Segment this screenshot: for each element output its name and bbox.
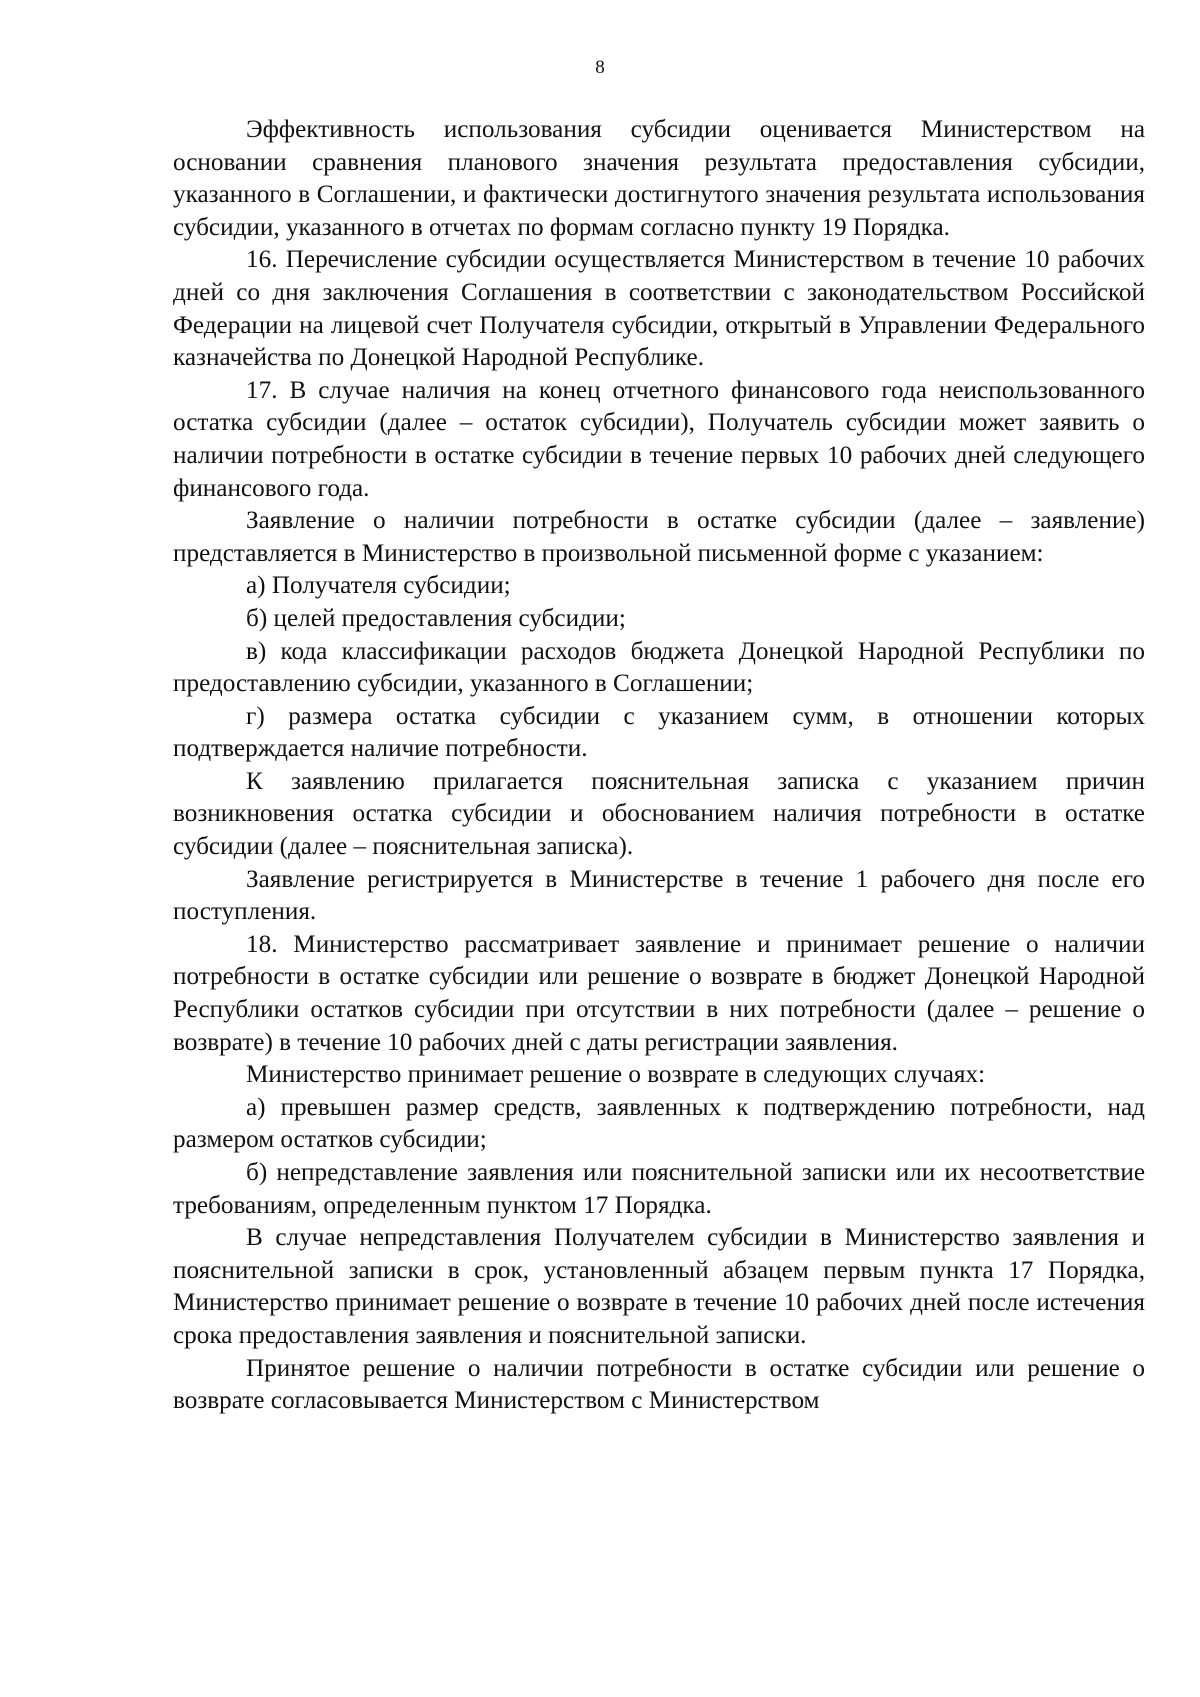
- return-case-a: а) превышен размер средств, заявленных к подтверждению потребности, над размером остатков субсидии;: [173, 1093, 1145, 1154]
- paragraph-application: Заявление о наличии потребности в остатке субсидии (далее – заявление) представляется в Министерство в произвольной письменной форме с указанием:: [173, 507, 1145, 567]
- list-item-b: б) целей предоставления субсидии;: [246, 604, 626, 632]
- paragraph-decision-approval: Принятое решение о наличии потребности в остатке субсидии или решение о возврате согласовывается Министерством с Министерством: [173, 1354, 1145, 1415]
- return-case-b: б) непредставление заявления или пояснительной записки или их несоответствие требованиям, определенным пунктом 17 Порядка.: [173, 1159, 1145, 1219]
- document-body: [173, 114, 1145, 1418]
- page-number: 8: [595, 57, 605, 78]
- list-item-g: г) размера остатка субсидии с указанием сумм, в отношении которых подтверждается наличие потребности.: [173, 702, 1145, 763]
- paragraph-registration: Заявление регистрируется в Министерстве в течение 1 рабочего дня после его поступления.: [173, 865, 1145, 926]
- list-item-a: а) Получателя субсидии;: [246, 572, 511, 600]
- paragraph-16: 16. Перечисление субсидии осуществляется Министерством в течение 10 рабочих дней со дня заключения Соглашения в соответствии с законодательством Российской Федерации на лицевой счет Получателя субсидии, открытый в Управлении Федерального казначейства по Донецкой Народной Республике.: [173, 246, 1145, 372]
- paragraph-return-cases: Министерство принимает решение о возврате в следующих случаях:: [246, 1061, 986, 1089]
- paragraph-non-submission: В случае непредставления Получателем субсидии в Министерство заявления и пояснительной записки в срок, установленный абзацем первым пункта 17 Порядка, Министерство принимает решение о возврате в течение 10 рабочих дней после истечения срока предоставления заявления и пояснительной записки.: [173, 1224, 1145, 1349]
- list-item-v: в) кода классификации расходов бюджета Донецкой Народной Республики по предоставлению субсидии, указанного в Соглашении;: [173, 637, 1145, 698]
- paragraph-18: 18. Министерство рассматривает заявление и принимает решение о наличии потребности в остатке субсидии или решение о возврате в бюджет Донецкой Народной Республики остатков субсидии при отсутствии в них потребности (далее – решение о возврате) в течение 10 рабочих дней с даты регистрации заявления.: [173, 930, 1145, 1056]
- paragraph-explanatory-note: К заявлению прилагается пояснительная записка с указанием причин возникновения остатка субсидии и обоснованием наличия потребности в остатке субсидии (далее – пояснительная записка).: [173, 767, 1145, 861]
- paragraph-17: 17. В случае наличия на конец отчетного финансового года неиспользованного остатка субсидии (далее – остаток субсидии), Получатель субсидии может заявить о наличии потребности в остатке субсидии в течение первых 10 рабочих дней следующего финансового года.: [173, 376, 1145, 502]
- paragraph-efficiency: Эффективность использования субсидии оценивается Министерством на основании сравнения планового значения результата предоставления субсидии, указанного в Соглашении, и фактически достигнутого значения результата использования субсидии, указанного в отчетах по формам согласно пункту 19 Порядка.: [173, 116, 1145, 241]
